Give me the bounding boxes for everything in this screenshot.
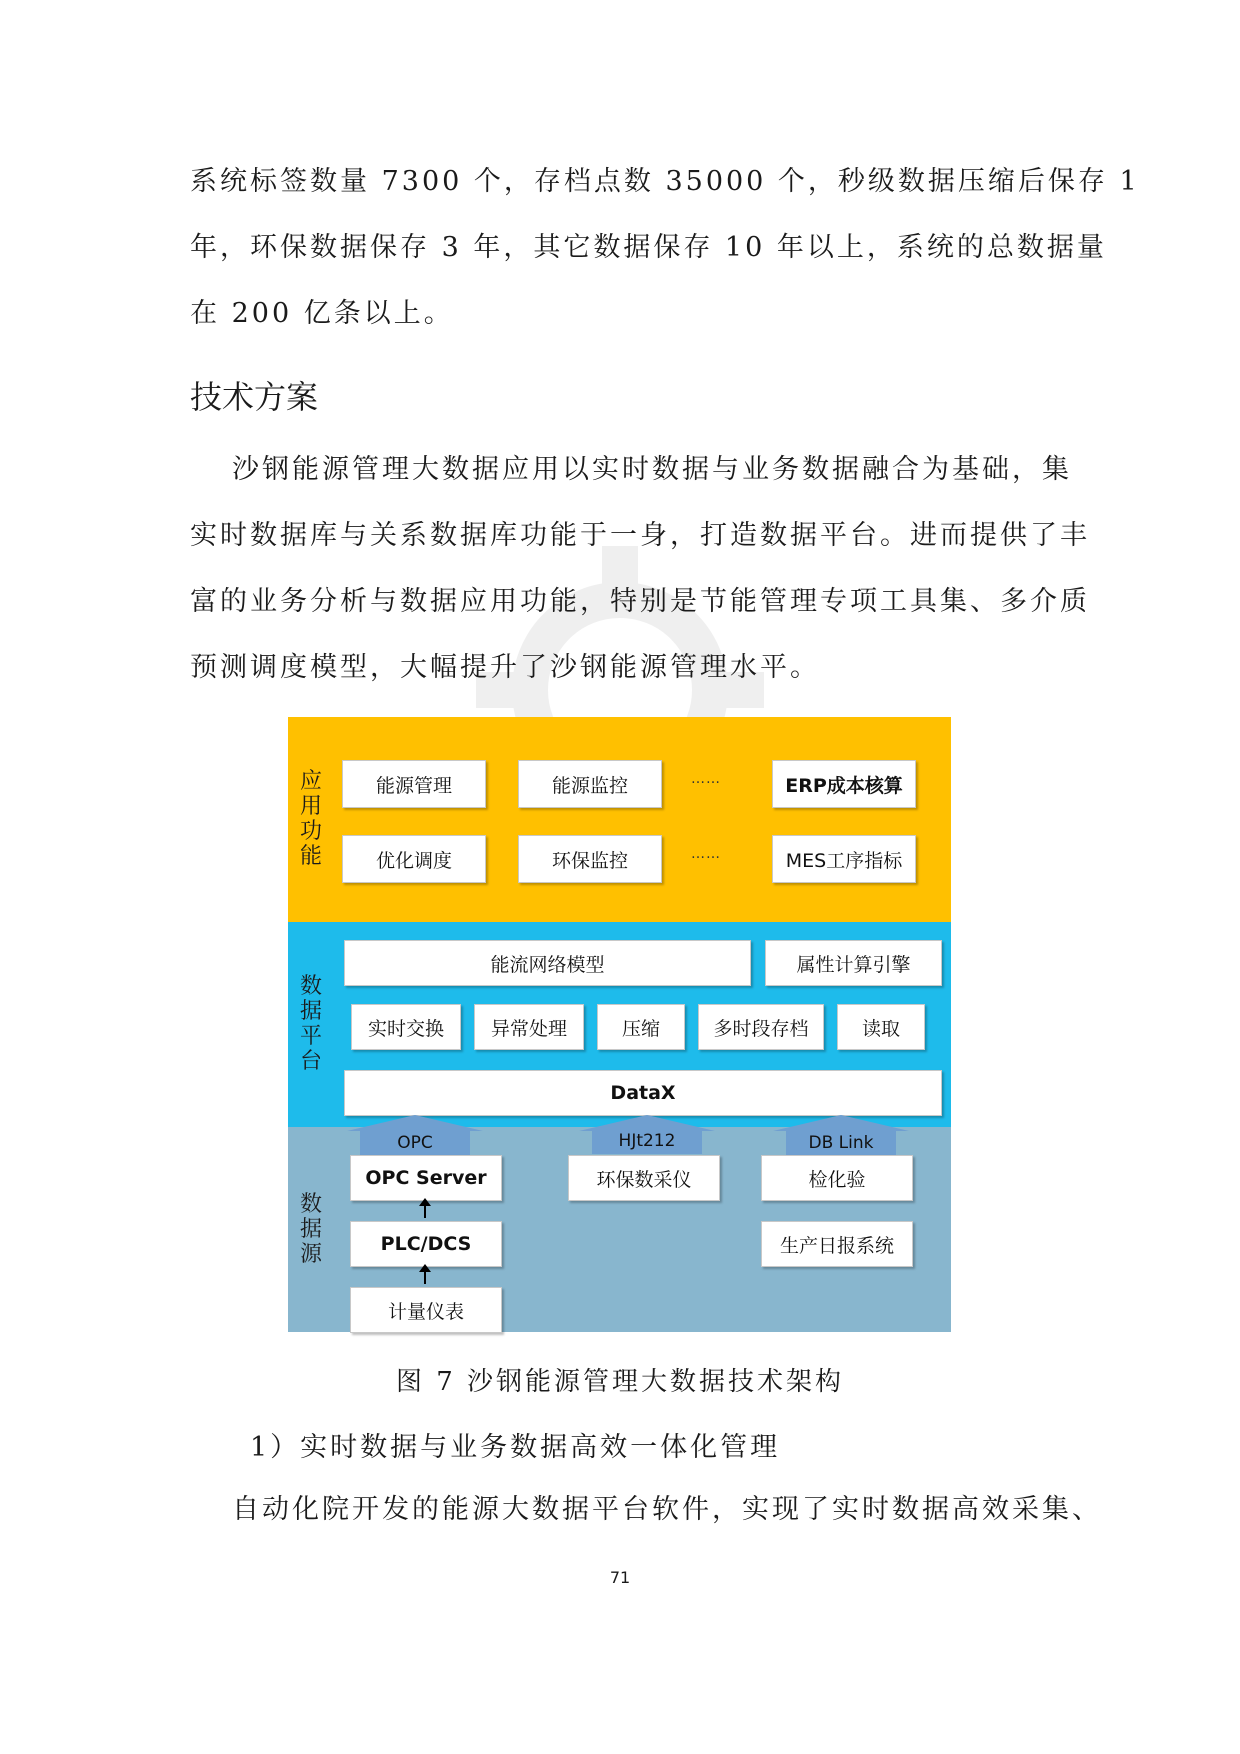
text-line: 预测调度模型，大幅提升了沙钢能源管理水平。	[190, 652, 820, 683]
box-energy-monitoring: 能源监控	[518, 760, 662, 808]
box-metering-instruments: 计量仪表	[350, 1287, 502, 1333]
text-line: 沙钢能源管理大数据应用以实时数据与业务数据融合为基础，集	[232, 454, 1072, 485]
text-line: 实时数据库与关系数据库功能于一身，打造数据平台。进而提供了丰	[190, 520, 1090, 551]
db-link-connector: DB Link	[786, 1130, 896, 1156]
box-energy-management: 能源管理	[342, 760, 486, 808]
db-link-arrow-head	[773, 1115, 909, 1131]
text-line: 系统标签数量 7300 个，存档点数 35000 个，秒级数据压缩后保存 1	[190, 166, 1140, 197]
box-daily-production-report: 生产日报系统	[761, 1221, 913, 1267]
opc-connector: OPC	[360, 1130, 470, 1156]
box-lab-inspection: 检化验	[761, 1155, 913, 1201]
ellipsis: ……	[691, 846, 721, 862]
data-platform-layer-label: 数 据 平 台	[299, 974, 322, 1074]
box-datax: DataX	[344, 1070, 942, 1116]
opc-arrow-head	[347, 1115, 483, 1131]
numbered-item: 1）实时数据与业务数据高效一体化管理	[250, 1432, 781, 1463]
data-source-layer-label: 数 据 源	[299, 1192, 322, 1267]
up-arrow-icon	[424, 1270, 426, 1284]
paragraph-line: 自动化院开发的能源大数据平台软件，实现了实时数据高效采集、	[232, 1494, 1102, 1525]
box-env-data-collector: 环保数采仪	[568, 1155, 720, 1201]
text-line: 年，环保数据保存 3 年，其它数据保存 10 年以上，系统的总数据量	[190, 232, 1107, 263]
box-environmental-monitoring: 环保监控	[518, 835, 662, 883]
box-attribute-engine: 属性计算引擎	[765, 940, 942, 986]
box-mes-indicators: MES工序指标	[772, 835, 916, 883]
page-number: 71	[609, 1568, 631, 1587]
application-layer-label: 应 用 功 能	[299, 769, 322, 869]
box-energy-flow-model: 能流网络模型	[344, 940, 751, 986]
box-realtime-exchange: 实时交换	[351, 1004, 461, 1050]
text-line: 在 200 亿条以上。	[190, 298, 454, 329]
box-exception-handling: 异常处理	[474, 1004, 584, 1050]
box-erp-costing: ERP成本核算	[772, 760, 916, 808]
hjt212-connector: HJt212	[592, 1128, 702, 1154]
box-opc-server: OPC Server	[350, 1155, 502, 1201]
box-read: 读取	[837, 1004, 925, 1050]
application-layer	[288, 717, 951, 922]
paragraph-data-volume	[190, 149, 1140, 347]
data-platform-layer	[288, 922, 951, 1127]
box-compression: 压缩	[597, 1004, 685, 1050]
box-plc-dcs: PLC/DCS	[350, 1221, 502, 1267]
box-multi-period-archive: 多时段存档	[698, 1004, 824, 1050]
architecture-diagram	[288, 717, 951, 1332]
data-source-layer	[288, 1127, 951, 1332]
ellipsis: ……	[691, 771, 721, 787]
section-heading: 技术方案	[190, 378, 319, 416]
figure-caption: 图 7 沙钢能源管理大数据技术架构	[395, 1367, 845, 1397]
box-optimized-scheduling: 优化调度	[342, 835, 486, 883]
up-arrow-icon	[424, 1204, 426, 1218]
paragraph-technical-solution	[190, 437, 1090, 701]
text-line: 富的业务分析与数据应用功能，特别是节能管理专项工具集、多介质	[190, 586, 1090, 617]
